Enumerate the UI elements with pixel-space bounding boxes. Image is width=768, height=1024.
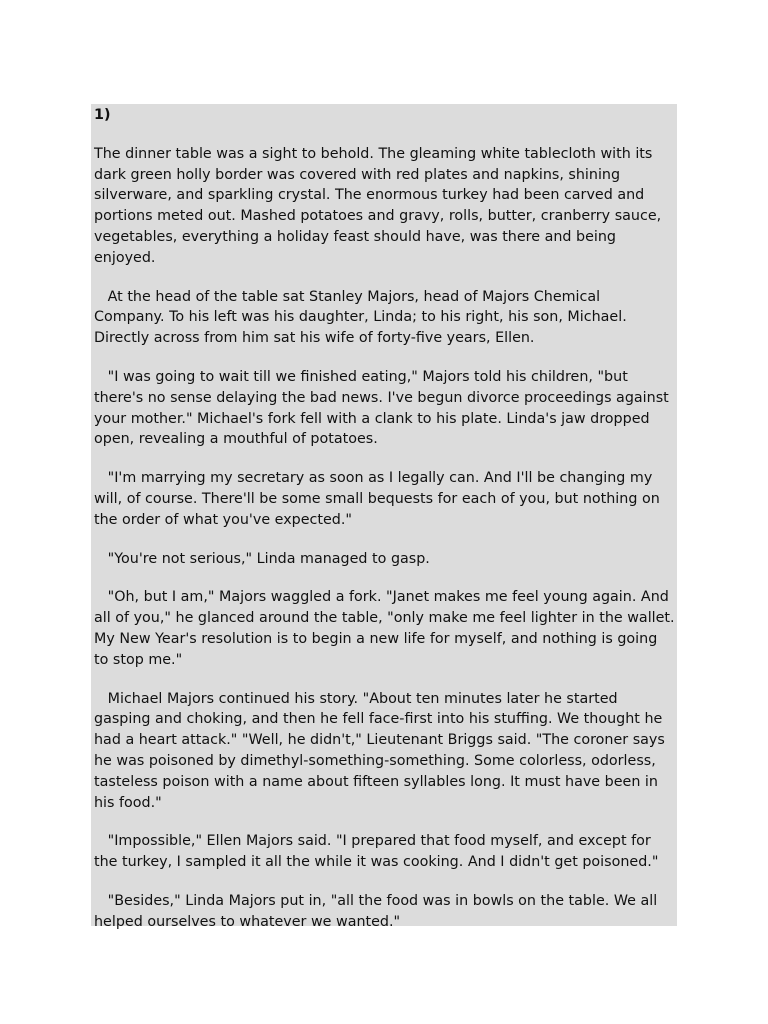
paragraph-2: At the head of the table sat Stanley Majors, head of Majors Chemical Company. To his left was his daughter, Linda; to his right, his son, Michael. Directly across from him sat his wife of forty-five years, Ellen. [94, 288, 632, 347]
paragraph-6: "Oh, but I am," Majors waggled a fork. "Janet makes me feel young again. And all of you," he glanced around the table, "only make me feel lighter in the wallet. My New Year's resolution is to begin a new life for myself, and nothing is going to stop me." [94, 589, 680, 668]
paragraph-8: "Impossible," Ellen Majors said. "I prepared that food myself, and except for the turkey, I sampled it all the while it was cooking. And I didn't get poisoned." [94, 833, 659, 871]
paragraph-5: "You're not serious," Linda managed to gasp. [94, 550, 430, 567]
paragraph-4: "I'm marrying my secretary as soon as I legally can. And I'll be changing my will, of course. There'll be some small bequests for each of you, but nothing on the order of what you've expected." [94, 470, 665, 528]
section-number: 1) [94, 107, 111, 123]
text-block [91, 104, 680, 930]
paragraph-1: The dinner table was a sight to behold. The gleaming white tablecloth with its dark green holly border was covered with red plates and napkins, shining silverware, and sparkling crystal. The enormous turkey had been carved and portions meted out. Mashed potatoes and gravy, rolls, butter, cranberry sauce, vegetables, everything a holiday feast should have, was there and being enjoyed. [94, 145, 666, 266]
paragraph-9: "Besides," Linda Majors put in, "all the food was in bowls on the table. We all helped ourselves to whatever we wanted." [94, 892, 662, 930]
paragraph-7: Michael Majors continued his story. "About ten minutes later he started gasping and choking, and then he fell face-first into his stuffing. We thought he had a heart attack." "Well, he didn't," Lieutenant Briggs said. "The coroner says he was poisoned by dimethyl-something-something. Some colorless, odorless, tasteless poison with a name about fifteen syllables long. It must have been in his food." [94, 690, 670, 811]
paragraph-3: "I was going to wait till we finished eating," Majors told his children, "but there's no sense delaying the bad news. I've begun divorce proceedings against your mother." Michael's fork fell with a clank to his plate. Linda's jaw dropped open, revealing a mouthful of potatoes. [94, 368, 674, 448]
